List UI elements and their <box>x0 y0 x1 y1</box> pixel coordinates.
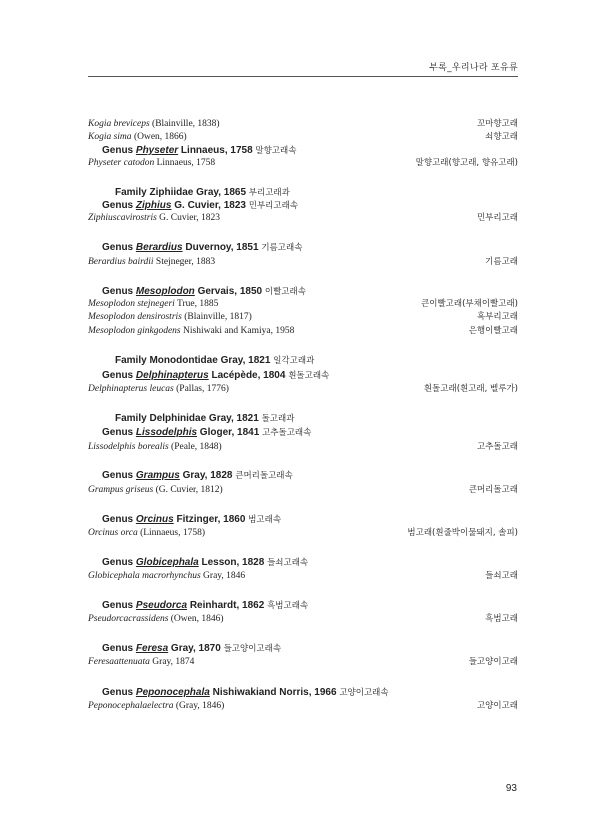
korean-common-name: 말향고래(향고래, 향유고래) <box>415 158 518 168</box>
korean-common-name: 흰돌고래(흰고래, 벨루가) <box>423 384 518 394</box>
scientific-name <box>88 570 245 583</box>
scientific-name <box>88 527 205 540</box>
genus-korean-name: 들쇠고래속 <box>267 558 309 568</box>
scientific-name <box>88 484 223 497</box>
species-authority: Nishiwaki and Kamiya, 1958 <box>180 326 295 336</box>
species-binomial: Mesoplodon ginkgodens <box>88 326 181 336</box>
scientific-name <box>88 157 215 170</box>
korean-common-name: 들고양이고래 <box>468 657 518 667</box>
genus-korean-name: 흑범고래속 <box>267 601 309 611</box>
genus-rank-label: Genus <box>102 600 136 611</box>
genus-korean-name: 큰머리돌고래속 <box>235 471 293 481</box>
family-heading <box>115 412 294 425</box>
genus-name: Ziphius <box>135 200 172 211</box>
genus-heading <box>102 369 329 382</box>
species-binomial: Mesoplodon stejnegeri <box>88 299 175 309</box>
scientific-name <box>88 131 187 144</box>
species-row <box>88 613 518 626</box>
korean-common-name: 꼬마향고래 <box>476 119 518 129</box>
korean-common-name: 쇠향고래 <box>485 132 518 142</box>
species-authority: (Gray, 1846) <box>173 701 225 711</box>
genus-korean-name: 말향고래속 <box>255 146 297 156</box>
family-authority: Gray, 1821 <box>206 413 262 424</box>
species-row <box>88 131 518 144</box>
genus-authority: Reinhardt, 1862 <box>187 600 268 611</box>
species-binomial: Mesoplodon densirostris <box>88 312 182 322</box>
family-heading <box>115 354 314 367</box>
genus-authority: Lesson, 1828 <box>198 557 268 568</box>
genus-name: Lissodelphis <box>135 427 198 438</box>
family-authority: Gray, 1865 <box>193 187 249 198</box>
genus-heading <box>102 599 308 612</box>
genus-rank-label: Genus <box>102 286 136 297</box>
species-binomial: Pseudorcacrassidens <box>88 614 169 624</box>
korean-common-name: 기름고래 <box>485 257 518 267</box>
genus-korean-name: 이빨고래속 <box>264 287 306 297</box>
korean-common-name: 큰이빨고래(부채이빨고래) <box>421 299 518 309</box>
family-rank-label: Family <box>115 413 150 424</box>
species-authority: (Owen, 1866) <box>131 132 187 142</box>
genus-name: Grampus <box>135 470 180 481</box>
species-binomial: Lissodelphis borealis <box>88 442 169 452</box>
species-authority: Gray, 1874 <box>149 657 195 667</box>
species-row <box>88 484 518 497</box>
species-authority: Linnaeus, 1758 <box>154 158 216 168</box>
genus-rank-label: Genus <box>102 242 136 253</box>
species-binomial: Globicephala macrorhynchus <box>88 571 201 581</box>
species-authority: G. Cuvier, 1823 <box>156 213 221 223</box>
scientific-name <box>88 700 224 713</box>
family-rank-label: Family <box>115 355 150 366</box>
species-binomial: Physeter catodon <box>88 158 155 168</box>
species-authority: (G. Cuvier, 1812) <box>153 485 223 495</box>
species-row <box>88 212 518 225</box>
genus-authority: Gray, 1870 <box>168 643 224 654</box>
scientific-name <box>88 383 229 396</box>
genus-rank-label: Genus <box>102 643 136 654</box>
genus-heading <box>102 469 293 482</box>
scientific-name <box>88 656 194 669</box>
species-binomial: Kogia breviceps <box>88 119 150 129</box>
korean-common-name: 고양이고래 <box>476 701 518 711</box>
genus-authority: Gray, 1828 <box>179 470 236 481</box>
species-authority: True, 1885 <box>174 299 219 309</box>
species-row <box>88 441 518 454</box>
genus-name: Delphinapterus <box>135 370 209 381</box>
genus-rank-label: Genus <box>102 514 136 525</box>
species-binomial: Orcinus orca <box>88 528 138 538</box>
genus-rank-label: Genus <box>102 557 136 568</box>
genus-name: Feresa <box>135 643 169 654</box>
family-rank-label: Family <box>115 187 150 198</box>
family-korean-name: 일각고래과 <box>273 356 315 366</box>
genus-rank-label: Genus <box>102 200 136 211</box>
genus-authority: Duvernoy, 1851 <box>182 242 262 253</box>
genus-heading <box>102 686 389 699</box>
family-korean-name: 부리고래과 <box>248 188 290 198</box>
family-name: Monodontidae <box>149 355 218 366</box>
genus-rank-label: Genus <box>102 470 136 481</box>
species-row <box>88 118 518 131</box>
scientific-name <box>88 298 218 311</box>
genus-heading <box>102 241 302 254</box>
species-authority: (Blainville, 1817) <box>181 312 252 322</box>
korean-common-name: 혹부리고래 <box>476 312 518 322</box>
korean-common-name: 민부리고래 <box>476 213 518 223</box>
genus-name: Orcinus <box>135 514 174 525</box>
genus-heading <box>102 199 298 212</box>
genus-rank-label: Genus <box>102 687 136 698</box>
genus-authority: Lacépède, 1804 <box>208 370 289 381</box>
genus-name: Peponocephala <box>135 687 210 698</box>
scientific-name <box>88 212 220 225</box>
genus-korean-name: 민부리고래속 <box>248 201 299 211</box>
korean-common-name: 고추돌고래 <box>476 442 518 452</box>
genus-authority: G. Cuvier, 1823 <box>171 200 249 211</box>
family-name: Delphinidae <box>149 413 207 424</box>
species-binomial: Kogia sima <box>88 132 132 142</box>
genus-heading <box>102 426 311 439</box>
species-row <box>88 325 518 338</box>
species-binomial: Ziphiuscavirostris <box>88 213 157 223</box>
species-row <box>88 157 518 170</box>
species-binomial: Delphinapterus leucas <box>88 384 174 394</box>
species-row <box>88 656 518 669</box>
genus-authority: Gloger, 1841 <box>197 427 263 438</box>
species-row <box>88 256 518 269</box>
genus-heading <box>102 642 281 655</box>
genus-name: Pseudorca <box>135 600 188 611</box>
genus-authority: Fitzinger, 1860 <box>173 514 249 525</box>
genus-heading <box>102 144 296 157</box>
scientific-name <box>88 118 220 131</box>
species-authority: (Blainville, 1838) <box>149 119 220 129</box>
species-authority: (Linnaeus, 1758) <box>137 528 205 538</box>
species-row <box>88 311 518 324</box>
genus-authority: Nishiwakiand Norris, 1966 <box>209 687 340 698</box>
scientific-name <box>88 613 224 626</box>
species-authority: (Peale, 1848) <box>168 442 222 452</box>
species-row <box>88 527 518 540</box>
species-row <box>88 570 518 583</box>
genus-korean-name: 고추돌고래속 <box>262 428 312 438</box>
species-row <box>88 298 518 311</box>
korean-common-name: 들쇠고래 <box>485 571 518 581</box>
scientific-name <box>88 325 294 338</box>
species-binomial: Peponocephalaelectra <box>88 701 174 711</box>
genus-heading <box>102 556 308 569</box>
genus-korean-name: 기름고래속 <box>261 243 303 253</box>
korean-common-name: 은행이빨고래 <box>468 326 518 336</box>
genus-heading <box>102 513 281 526</box>
korean-common-name: 범고래(흰줄박이물돼지, 솔피) <box>407 528 518 538</box>
genus-heading <box>102 285 306 298</box>
scientific-name <box>88 441 222 454</box>
species-authority: Gray, 1846 <box>200 571 246 581</box>
genus-name: Mesoplodon <box>135 286 195 297</box>
species-binomial: Grampus griseus <box>88 485 154 495</box>
species-authority: (Pallas, 1776) <box>173 384 229 394</box>
korean-common-name: 큰머리돌고래 <box>468 485 518 495</box>
genus-authority: Linnaeus, 1758 <box>178 145 256 156</box>
species-binomial: Berardius bairdii <box>88 257 154 267</box>
species-authority: (Owen, 1846) <box>168 614 224 624</box>
scientific-name <box>88 256 215 269</box>
genus-name: Berardius <box>135 242 183 253</box>
species-authority: Stejneger, 1883 <box>153 257 216 267</box>
family-heading <box>115 186 290 199</box>
page-number: 93 <box>505 783 517 794</box>
genus-korean-name: 들고양이고래속 <box>223 644 282 654</box>
genus-korean-name: 흰돌고래속 <box>288 371 330 381</box>
genus-korean-name: 고양이고래속 <box>339 688 389 698</box>
species-binomial: Feresaattenuata <box>88 657 150 667</box>
genus-authority: Gervais, 1850 <box>194 286 265 297</box>
species-row <box>88 383 518 396</box>
scientific-name <box>88 311 252 324</box>
family-name: Ziphiidae <box>149 187 194 198</box>
running-header-title: 부록_우리나라 포유류 <box>429 63 518 73</box>
species-row <box>88 700 518 713</box>
genus-korean-name: 범고래속 <box>248 515 282 525</box>
genus-name: Globicephala <box>135 557 199 568</box>
family-authority: Gray, 1821 <box>217 355 274 366</box>
genus-rank-label: Genus <box>102 427 136 438</box>
genus-rank-label: Genus <box>102 370 136 381</box>
family-korean-name: 돌고래과 <box>261 414 295 424</box>
korean-common-name: 흑범고래 <box>485 614 518 624</box>
genus-name: Physeter <box>135 145 179 156</box>
genus-rank-label: Genus <box>102 145 136 156</box>
